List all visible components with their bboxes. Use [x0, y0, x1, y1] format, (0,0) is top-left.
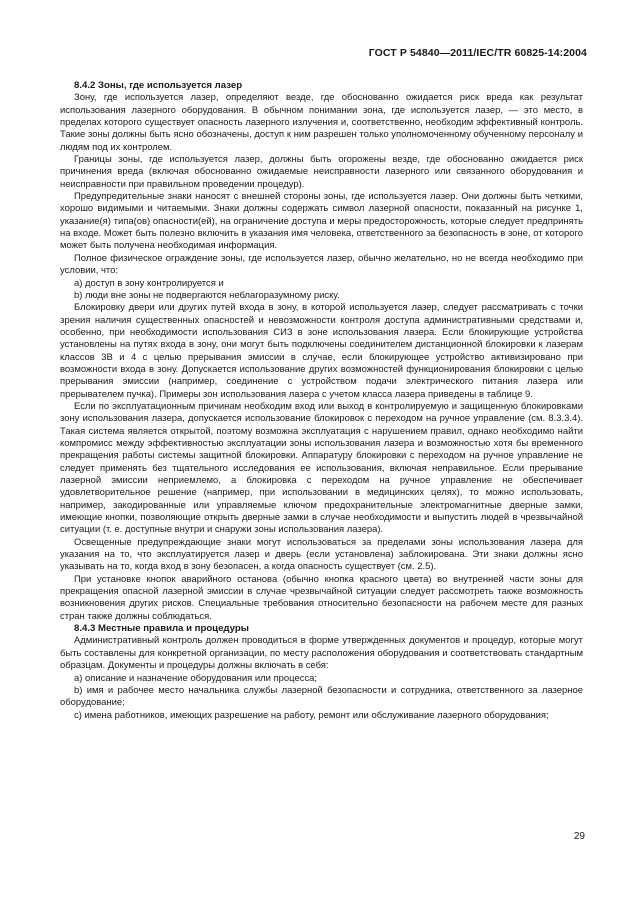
paragraph: Если по эксплуатационным причинам необходим вход или выход в контролируемую и защищенную блокировками зону использования лазера, допускается использование блокировок с переходом на ручное управление (см. 8.3.3.4). Такая система является открытой, поэтому возможна эксплуатация с нарушением правил, однако необходимо найти компромисс между эффективностью эксплуатации зоны использования лазера и возможностью хотя бы временного прекращения работы системы защитной блокировки. Аппаратуру блокировки с переходом на ручное управление не следует применять без тщательного исследования ее использования, включая неправильное. Если прерывание лазерной эмиссии неприемлемо, а блокировка с переходом на ручное управление не обеспечивает удовлетворительное решение (например, при использовании в медицинских целях), то можно использовать, например, закодированные или управляемые ключом предохранительные электромагнитные дверные замки, имеющие кнопки, позволяющие открыть дверные замки в случае необходимости и выпустить людей в чрезвычайной ситуации (т. е. доступные внутри и снаружи зоны использования лазера).: [60, 400, 583, 536]
paragraph: При установке кнопок аварийного останова (обычно кнопка красного цвета) во внутренней части зоны для прекращения опасной лазерной эмиссии в случае чрезвычайной ситуации следует рассмотреть также возможность возникновения других рисков. Специальные требования относительно безопасности на рабочем месте для разных стран также должны соблюдаться.: [60, 573, 583, 622]
list-item: a) описание и назначение оборудования или процесса;: [74, 672, 318, 684]
paragraph: Освещенные предупреждающие знаки могут использоваться за пределами зоны использования лазера для указания на то, что эксплуатируется лазер и дверь (если установлена) заблокирована. Эти знаки должны ясно указывать на то, когда вход в зону безопасен, а когда опасность существует (см. 2.5).: [60, 536, 583, 573]
paragraph: Предупредительные знаки наносят с внешней стороны зоны, где используется лазер. Они должны быть четкими, хорошо видимыми и читаемыми. Знаки должны содержать символ лазерной опасности, показанный на рисунке 1, указание(я) типа(ов) опасности(ей), на ограничение доступа и меры предосторожность, которые следует предпринять на входе. Может быть полезно включить в указания имя человека, ответственного за безопасность в зоне, от которого может быть получена необходимая информация.: [60, 191, 583, 252]
paragraph: Границы зоны, где используется лазер, должны быть огорожены везде, где обоснованно ожидается риск причинения вреда (включая обоснованно ожидаемые неисправности лазерного или связанного оборудования и неисправности при правильном проведении процедур).: [60, 154, 583, 190]
list-item: b) имя и рабочее место начальника службы лазерной безопасности и сотрудника, ответственного за лазерное оборудование;: [60, 684, 583, 709]
section-heading: 8.4.3 Местные правила и процедуры: [74, 623, 249, 635]
section-heading: 8.4.2 Зоны, где используется лазер: [74, 80, 243, 91]
paragraph: Зону, где используется лазер, определяют везде, где обоснованно ожидается риск вреда как результат использования лазерного оборудования. В обычном понимании зона, где используется лазер, — это место, в пределах которого существует опасность лазерного излучения и, соответственно, необходим эффективный контроль. Такие зоны должны быть ясно обозначены, доступ к ним разрешен только уполномоченному обученному персоналу и людям под их контролем.: [60, 92, 583, 153]
paragraph: Административный контроль должен проводиться в форме утвержденных документов и процедур, которые могут быть составлены для конкретной организации, по месту расположения оборудования и соответствовать стандартным образцам. Документы и процедуры должны включать в себя:: [60, 635, 583, 672]
list-item: c) имена работников, имеющих разрешение на работу, ремонт или обслуживание лазерного оборудования;: [74, 709, 549, 721]
paragraph: Блокировку двери или других путей входа в зону, в которой используется лазер, следует рассматривать с точки зрения наличия существенных опасностей и невозможности контроля доступа административными средствами и, особенно, при необходимости использования СИЗ в зоне использования лазера. Если блокирующие устройства установлены на путях входа в зону, они могут быть подключены соединителем дистанционной блокировки к лазерам классов 3В и 4 с целью прерывания эмиссии в случае, если блокирующее устройство активизировано при возможности входа в зону. Допускается использование других возможностей функционирования блокировки с целью прерывания эмиссии (например, соединение с устройством подачи электрического питания лазера или прерывателем пучка). Примеры зон использования лазера с учетом класса лазера приведены в таблице 9.: [60, 302, 583, 400]
body-text: [60, 80, 583, 722]
list-item: a) доступ в зону контролируется и: [74, 277, 224, 289]
list-item: b) люди вне зоны не подвергаются неблагоразумному риску.: [74, 289, 340, 301]
paragraph: Полное физическое ограждение зоны, где используется лазер, обычно желательно, но не всегда необходимо при условии, что:: [60, 252, 583, 277]
page-number: 29: [573, 831, 585, 842]
running-header: ГОСТ Р 54840—2011/IEC/TR 60825-14:2004: [368, 47, 587, 59]
